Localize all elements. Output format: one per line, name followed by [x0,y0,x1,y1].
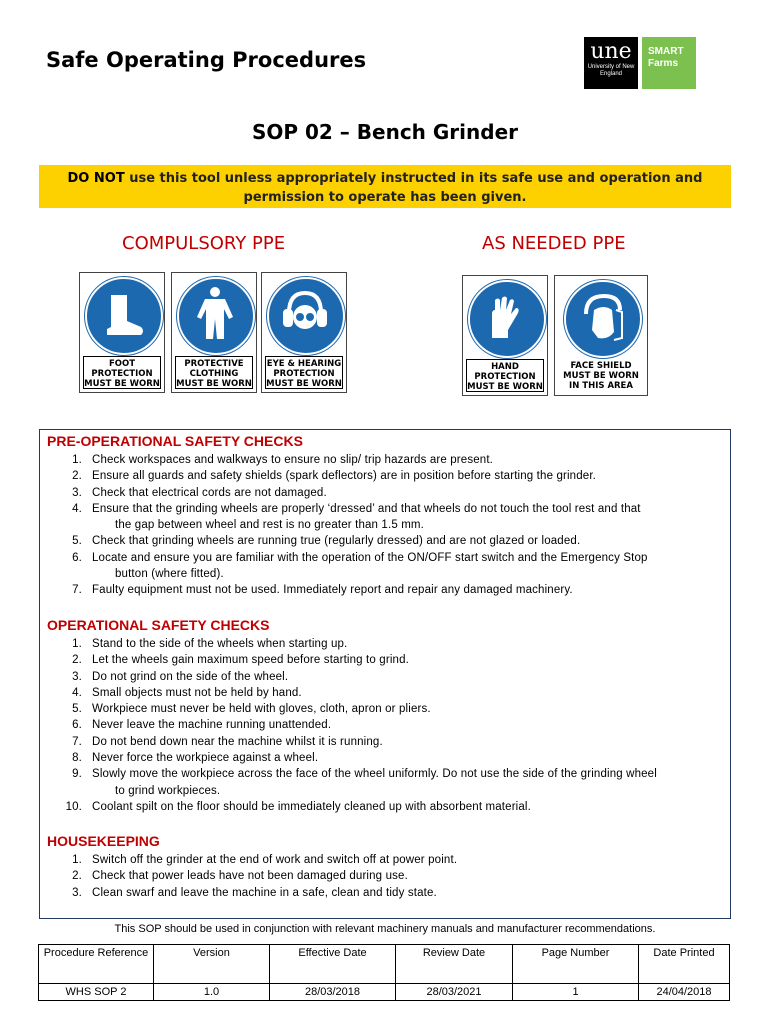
smart-farms-logo [642,37,696,89]
list-item-number: 4. [72,502,82,515]
list-item-text: the gap between wheel and rest is no greater than 1.5 mm. [115,519,425,532]
list-item-number: 6. [72,719,82,732]
sign-label: HAND PROTECTION MUST BE WORN [466,359,544,392]
list-item-number: 3. [72,886,82,899]
list-item-number: 7. [72,584,82,597]
sign-label: FOOT PROTECTION MUST BE WORN [83,356,161,389]
list-item-text: Never force the workpiece against a wheel. [92,752,319,765]
sop-title: SOP 02 – Bench Grinder [251,120,518,144]
list-item-text: Ensure that the grinding wheels are properly ‘dressed’ and that wheels do not touch the tool rest and that [92,502,641,515]
list-item-text: Workpiece must never be held with gloves, cloth, apron or pliers. [92,703,431,716]
list-item-number: 3. [72,670,82,683]
list-item-number: 3. [72,486,82,499]
list-item-text: button (where fitted). [115,568,224,581]
list-item-number: 1. [72,638,82,650]
list-item [60,717,657,733]
operational-list [60,636,657,815]
list-item-number: 7. [72,735,82,748]
boot-icon [85,277,161,353]
list-item-text: Never leave the machine running unattended. [92,719,332,732]
header-cell: Review Date [396,945,513,984]
list-item-number: 4. [72,686,82,699]
list-item-text: Let the wheels gain maximum speed before starting to grind. [92,654,409,667]
list-item [60,485,648,501]
foot-protection-sign [79,272,165,393]
list-item-text: Slowly move the workpiece across the face of the wheel uniformly. Do not use the side of the grinding wheel [92,768,657,781]
table-cell: 1 [513,984,639,1001]
face-shield-icon [564,280,640,356]
sign-label: EYE & HEARING PROTECTION MUST BE WORN [265,356,343,389]
list-item-number: 9. [72,768,82,781]
list-item-number: 10. [65,800,82,813]
reference-table-header [39,945,730,984]
list-item [60,868,457,884]
footer-note: This SOP should be used in conjunction with relevant machinery manuals and manufacturer recommendations. [114,923,656,935]
table-cell: 1.0 [154,984,270,1001]
smart-logo-line1: SMART [648,46,684,57]
housekeeping-list [60,852,457,901]
list-item-text: Do not grind on the side of the wheel. [92,670,289,683]
header-cell: Version [154,945,270,984]
reference-table [38,944,730,1001]
housekeeping-heading: HOUSEKEEPING [47,833,160,849]
list-item-text: Clean swarf and leave the machine in a safe, clean and tidy state. [92,886,437,899]
warning-strong: DO NOT [67,171,125,186]
list-item-text: Faulty equipment must not be used. Immediately report and repair any damaged machinery. [92,584,573,597]
header-cell: Effective Date [270,945,396,984]
reference-table-row [39,984,730,1001]
table-cell: 28/03/2018 [270,984,396,1001]
list-item-number: 6. [72,551,82,564]
table-cell: 24/04/2018 [639,984,730,1001]
list-item-text: Check that power leads have not been damaged during use. [92,870,408,883]
sign-label: PROTECTIVE CLOTHING MUST BE WORN [175,356,253,389]
list-item [60,701,657,717]
list-item [60,636,657,652]
page-header-title: Safe Operating Procedures [46,48,367,72]
list-item-number: 2. [72,870,82,883]
list-item-text: Ensure all guards and safety shields (spark deflectors) are in position before starting the grinder. [92,470,597,483]
list-item-number: 2. [72,654,82,667]
list-item [60,652,657,668]
eye-hearing-protection-sign [261,272,347,393]
list-item [60,501,648,534]
list-item-text: Do not bend down near the machine whilst it is running. [92,735,383,748]
une-logo-text: une [590,39,632,64]
list-item [60,766,657,799]
list-item-text: Check that grinding wheels are running true (regularly dressed) and are not glazed or loaded. [92,535,581,548]
list-item-text: to grind workpieces. [115,784,221,797]
list-item-text: Stand to the side of the wheels when starting up. [92,638,348,650]
list-item [60,669,657,685]
list-item [60,452,648,468]
goggles-earmuffs-icon [267,277,343,353]
list-item [60,885,457,901]
list-item [60,852,457,868]
pre-operational-heading: PRE-OPERATIONAL SAFETY CHECKS [47,433,303,449]
list-item-text: Check that electrical cords are not damaged. [92,486,327,499]
protective-clothing-sign [171,272,257,393]
header-cell: Page Number [513,945,639,984]
header-cell: Procedure Reference [39,945,154,984]
list-item-text: Check workspaces and walkways to ensure no slip/ trip hazards are present. [92,454,494,466]
list-item [60,550,648,583]
pre-operational-list [60,452,648,599]
table-cell: WHS SOP 2 [39,984,154,1001]
warning-banner [39,165,731,208]
une-logo-subtext: University of New England [587,64,635,77]
list-item-text: Locate and ensure you are familiar with the operation of the ON/OFF start switch and the Emergency Stop [92,551,648,564]
list-item [60,734,657,750]
list-item [60,468,648,484]
list-item [60,685,657,701]
compulsory-ppe-heading: COMPULSORY PPE [122,233,286,254]
list-item-number: 5. [72,535,82,548]
coverall-icon [177,277,253,353]
face-shield-sign [554,275,648,396]
hand-protection-sign [462,275,548,396]
list-item-number: 1. [72,854,82,866]
list-item-number: 8. [72,752,82,765]
list-item-number: 5. [72,703,82,716]
list-item-text: Coolant spilt on the floor should be immediately cleaned up with absorbent material. [92,800,531,813]
list-item-number: 1. [72,454,82,466]
smart-logo-line2: Farms [648,58,679,69]
list-item-number: 2. [72,470,82,483]
list-item [60,750,657,766]
as-needed-ppe-heading: AS NEEDED PPE [482,233,626,254]
warning-text: use this tool unless appropriately instructed in its safe use and operation and permission to operate has been given. [124,171,703,205]
sign-label: FACE SHIELD MUST BE WORN IN THIS AREA [563,361,639,391]
gloves-icon [468,280,544,356]
list-item [60,533,648,549]
list-item-text: Switch off the grinder at the end of work and switch off at power point. [92,854,458,866]
header-cell: Date Printed [639,945,730,984]
operational-heading: OPERATIONAL SAFETY CHECKS [47,617,270,633]
list-item [60,582,648,598]
une-logo [584,37,638,89]
list-item-text: Small objects must not be held by hand. [92,686,302,699]
list-item [60,799,657,815]
table-cell: 28/03/2021 [396,984,513,1001]
